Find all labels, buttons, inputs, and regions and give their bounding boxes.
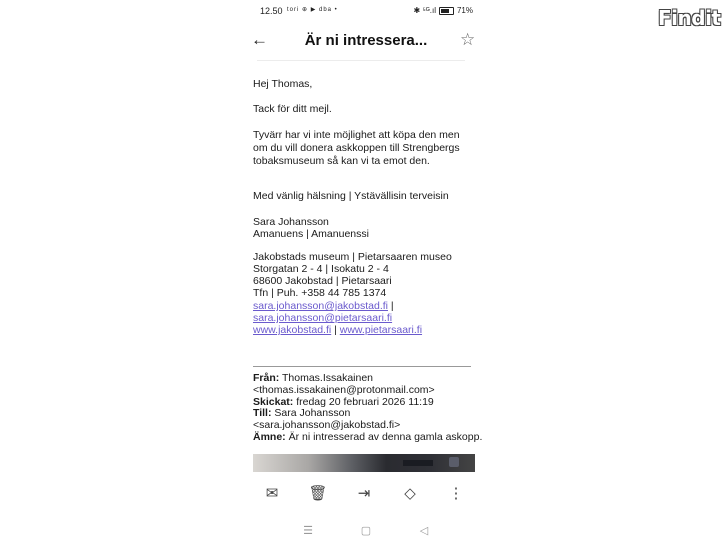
web-link-pietarsaari[interactable]: www.pietarsaari.fi	[339, 324, 423, 336]
more-options-icon[interactable]: ⋮	[448, 485, 464, 502]
phone-screen	[243, 0, 485, 546]
status-bar	[243, 0, 485, 22]
subject-label: Ämne:	[253, 431, 286, 443]
link-separator: |	[388, 300, 394, 312]
status-right-group	[414, 6, 473, 15]
quoted-to-email: <sara.johansson@jakobstad.fi>	[253, 419, 401, 431]
recents-icon[interactable]: ☰	[303, 525, 313, 537]
web-links-row	[253, 324, 422, 336]
org-line: Tfn | Puh. +358 44 785 1374	[253, 287, 387, 299]
quote-divider	[253, 366, 471, 367]
to-value: Sara Johansson	[271, 407, 351, 419]
body-line: tobaksmuseum så kan vi ta emot den.	[253, 155, 430, 167]
app-bar-divider	[257, 60, 465, 61]
body-line: Tyvärr har vi inte möjlighet att köpa den men	[253, 129, 460, 141]
email-link-jakobstad[interactable]: sara.johansson@jakobstad.fi	[253, 300, 388, 312]
to-label: Till:	[253, 407, 272, 419]
sender-name: Sara Johansson	[253, 216, 329, 228]
quoted-from-email: <thomas.issakainen@protonmail.com>	[253, 384, 435, 396]
signal-icon: ✱ ⁵ᴳ.ıl	[413, 6, 436, 15]
delete-icon[interactable]: 🗑	[308, 485, 328, 502]
app-bar	[243, 26, 485, 56]
thanks-line: Tack för ditt mejl.	[253, 103, 332, 115]
web-link-jakobstad[interactable]: www.jakobstad.fi	[253, 324, 332, 336]
link-separator: |	[331, 324, 340, 336]
system-nav-bar	[243, 520, 485, 544]
findit-watermark-logo: Findit	[658, 6, 721, 30]
body-line: om du vill donera askkoppen till Strengbergs	[253, 142, 460, 154]
email-link-pietarsaari[interactable]: sara.johansson@pietarsaari.fi	[253, 312, 393, 324]
status-app-icons: tori ⊕ ▶ dba •	[287, 7, 338, 13]
from-value: Thomas.Issakainen	[279, 372, 374, 384]
status-time: 12.50	[260, 6, 283, 16]
battery-percent: 71%	[456, 6, 473, 15]
attachment-image-preview[interactable]	[253, 454, 475, 472]
from-label: Från:	[253, 372, 280, 384]
subject-value: Är ni intresserad av denna gamla askopp.	[285, 431, 483, 443]
image-detail	[449, 457, 459, 467]
org-line: Jakobstads museum | Pietarsaaren museo	[253, 251, 452, 263]
quoted-to	[253, 407, 350, 419]
sender-role: Amanuens | Amanuenssi	[253, 228, 369, 240]
bottom-toolbar	[243, 478, 485, 510]
mark-unread-icon[interactable]: ✉	[265, 485, 279, 502]
system-back-icon[interactable]: ◁	[419, 525, 429, 537]
sent-label: Skickat:	[253, 396, 294, 408]
move-to-folder-icon[interactable]: ⇥	[357, 485, 371, 502]
quoted-from	[253, 372, 373, 384]
quoted-subject	[253, 431, 482, 443]
image-detail	[403, 460, 433, 466]
org-line: Storgatan 2 - 4 | Isokatu 2 - 4	[253, 263, 389, 275]
org-line: 68600 Jakobstad | Pietarsaari	[253, 275, 392, 287]
star-icon[interactable]: ☆	[460, 30, 476, 49]
battery-icon	[439, 7, 454, 15]
label-icon[interactable]: ◇	[404, 485, 416, 502]
sent-value: fredag 20 februari 2026 11:19	[293, 396, 434, 408]
greeting: Hej Thomas,	[253, 78, 313, 90]
back-arrow-icon[interactable]: ←	[251, 30, 268, 49]
email-subject-title: Är ni intressera...	[304, 32, 428, 49]
home-icon[interactable]: ▢	[360, 525, 372, 537]
regards-line: Med vänlig hälsning | Ystävällisin terveisin	[253, 190, 449, 202]
email-links-row	[253, 300, 394, 312]
email-link-row-2	[253, 312, 392, 324]
